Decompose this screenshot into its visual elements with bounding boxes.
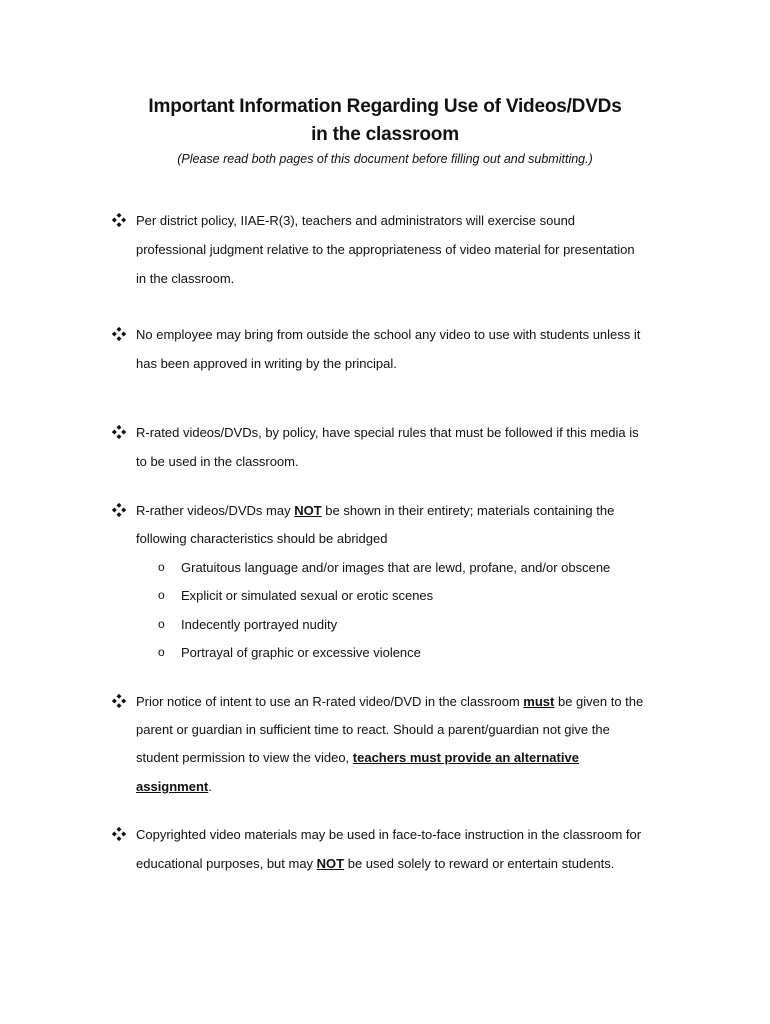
bullet5-line1-post: be given to the xyxy=(554,694,644,709)
sub-bullet-marker: o xyxy=(158,645,165,659)
bullet4-line1 xyxy=(136,503,614,518)
emphasis-not: NOT xyxy=(316,856,345,871)
bullet4-line2: following characteristics should be abridged xyxy=(136,531,388,546)
emphasis-teachers-must-provide: teachers must provide an alternative xyxy=(352,750,579,765)
bullet5-line4 xyxy=(136,779,212,794)
bullet2-line2: has been approved in writing by the principal. xyxy=(136,356,397,371)
sub-bullet-marker: o xyxy=(158,560,165,574)
emphasis-assignment: assignment xyxy=(136,779,209,794)
bullet1-line1: Per district policy, IIAE-R(3), teachers and administrators will exercise sound xyxy=(136,213,576,228)
bullet1-line2: professional judgment relative to the appropriateness of video material for presentation xyxy=(136,242,635,257)
bullet6-line2-pre: educational purposes, but may xyxy=(136,856,317,871)
bullet5-line1 xyxy=(136,694,643,709)
emphasis-must: must xyxy=(523,694,555,709)
bullet2-line1: No employee may bring from outside the school any video to use with students unless it xyxy=(136,327,641,342)
document-title: Important Information Regarding Use of Videos/DVDs xyxy=(148,96,622,117)
bullet5-line4-post: . xyxy=(208,779,212,794)
bullet5-line2: parent or guardian in sufficient time to react. Should a parent/guardian not give the xyxy=(136,722,610,737)
bullet3-line2: to be used in the classroom. xyxy=(136,454,299,469)
diamond-bullet-icon xyxy=(112,827,126,841)
sub-bullet-marker: o xyxy=(158,617,165,631)
document-subtitle: (Please read both pages of this document before filling out and submitting.) xyxy=(177,152,593,166)
bullet4-line1-post: be shown in their entirety; materials containing the xyxy=(321,503,615,518)
sub-item: Explicit or simulated sexual or erotic scenes xyxy=(181,588,434,603)
bullet6-line2-post: be used solely to reward or entertain students. xyxy=(344,856,615,871)
sub-bullet-marker: o xyxy=(158,588,165,602)
diamond-bullet-icon xyxy=(112,503,126,517)
diamond-bullet-icon xyxy=(112,694,126,708)
diamond-bullet-icon xyxy=(112,425,126,439)
bullet3-line1: R-rated videos/DVDs, by policy, have special rules that must be followed if this media is xyxy=(136,425,639,440)
document-title-line2: in the classroom xyxy=(311,124,459,145)
bullet1-line3: in the classroom. xyxy=(136,271,235,286)
bullet5-line1-pre: Prior notice of intent to use an R-rated video/DVD in the classroom xyxy=(136,694,524,709)
sub-item: Indecently portrayed nudity xyxy=(181,617,338,632)
bullet5-line3-pre: student permission to view the video, xyxy=(136,750,353,765)
bullet6-line1: Copyrighted video materials may be used in face-to-face instruction in the classroom for xyxy=(136,827,642,842)
bullet6-line2 xyxy=(136,856,614,871)
sub-item: Portrayal of graphic or excessive violence xyxy=(181,645,421,660)
diamond-bullet-icon xyxy=(112,213,126,227)
diamond-bullet-icon xyxy=(112,327,126,341)
bullet4-line1-pre: R-rather videos/DVDs may xyxy=(136,503,295,518)
bullet5-line3 xyxy=(136,750,579,765)
emphasis-not: NOT xyxy=(294,503,322,518)
sub-item: Gratuitous language and/or images that are lewd, profane, and/or obscene xyxy=(181,560,611,575)
